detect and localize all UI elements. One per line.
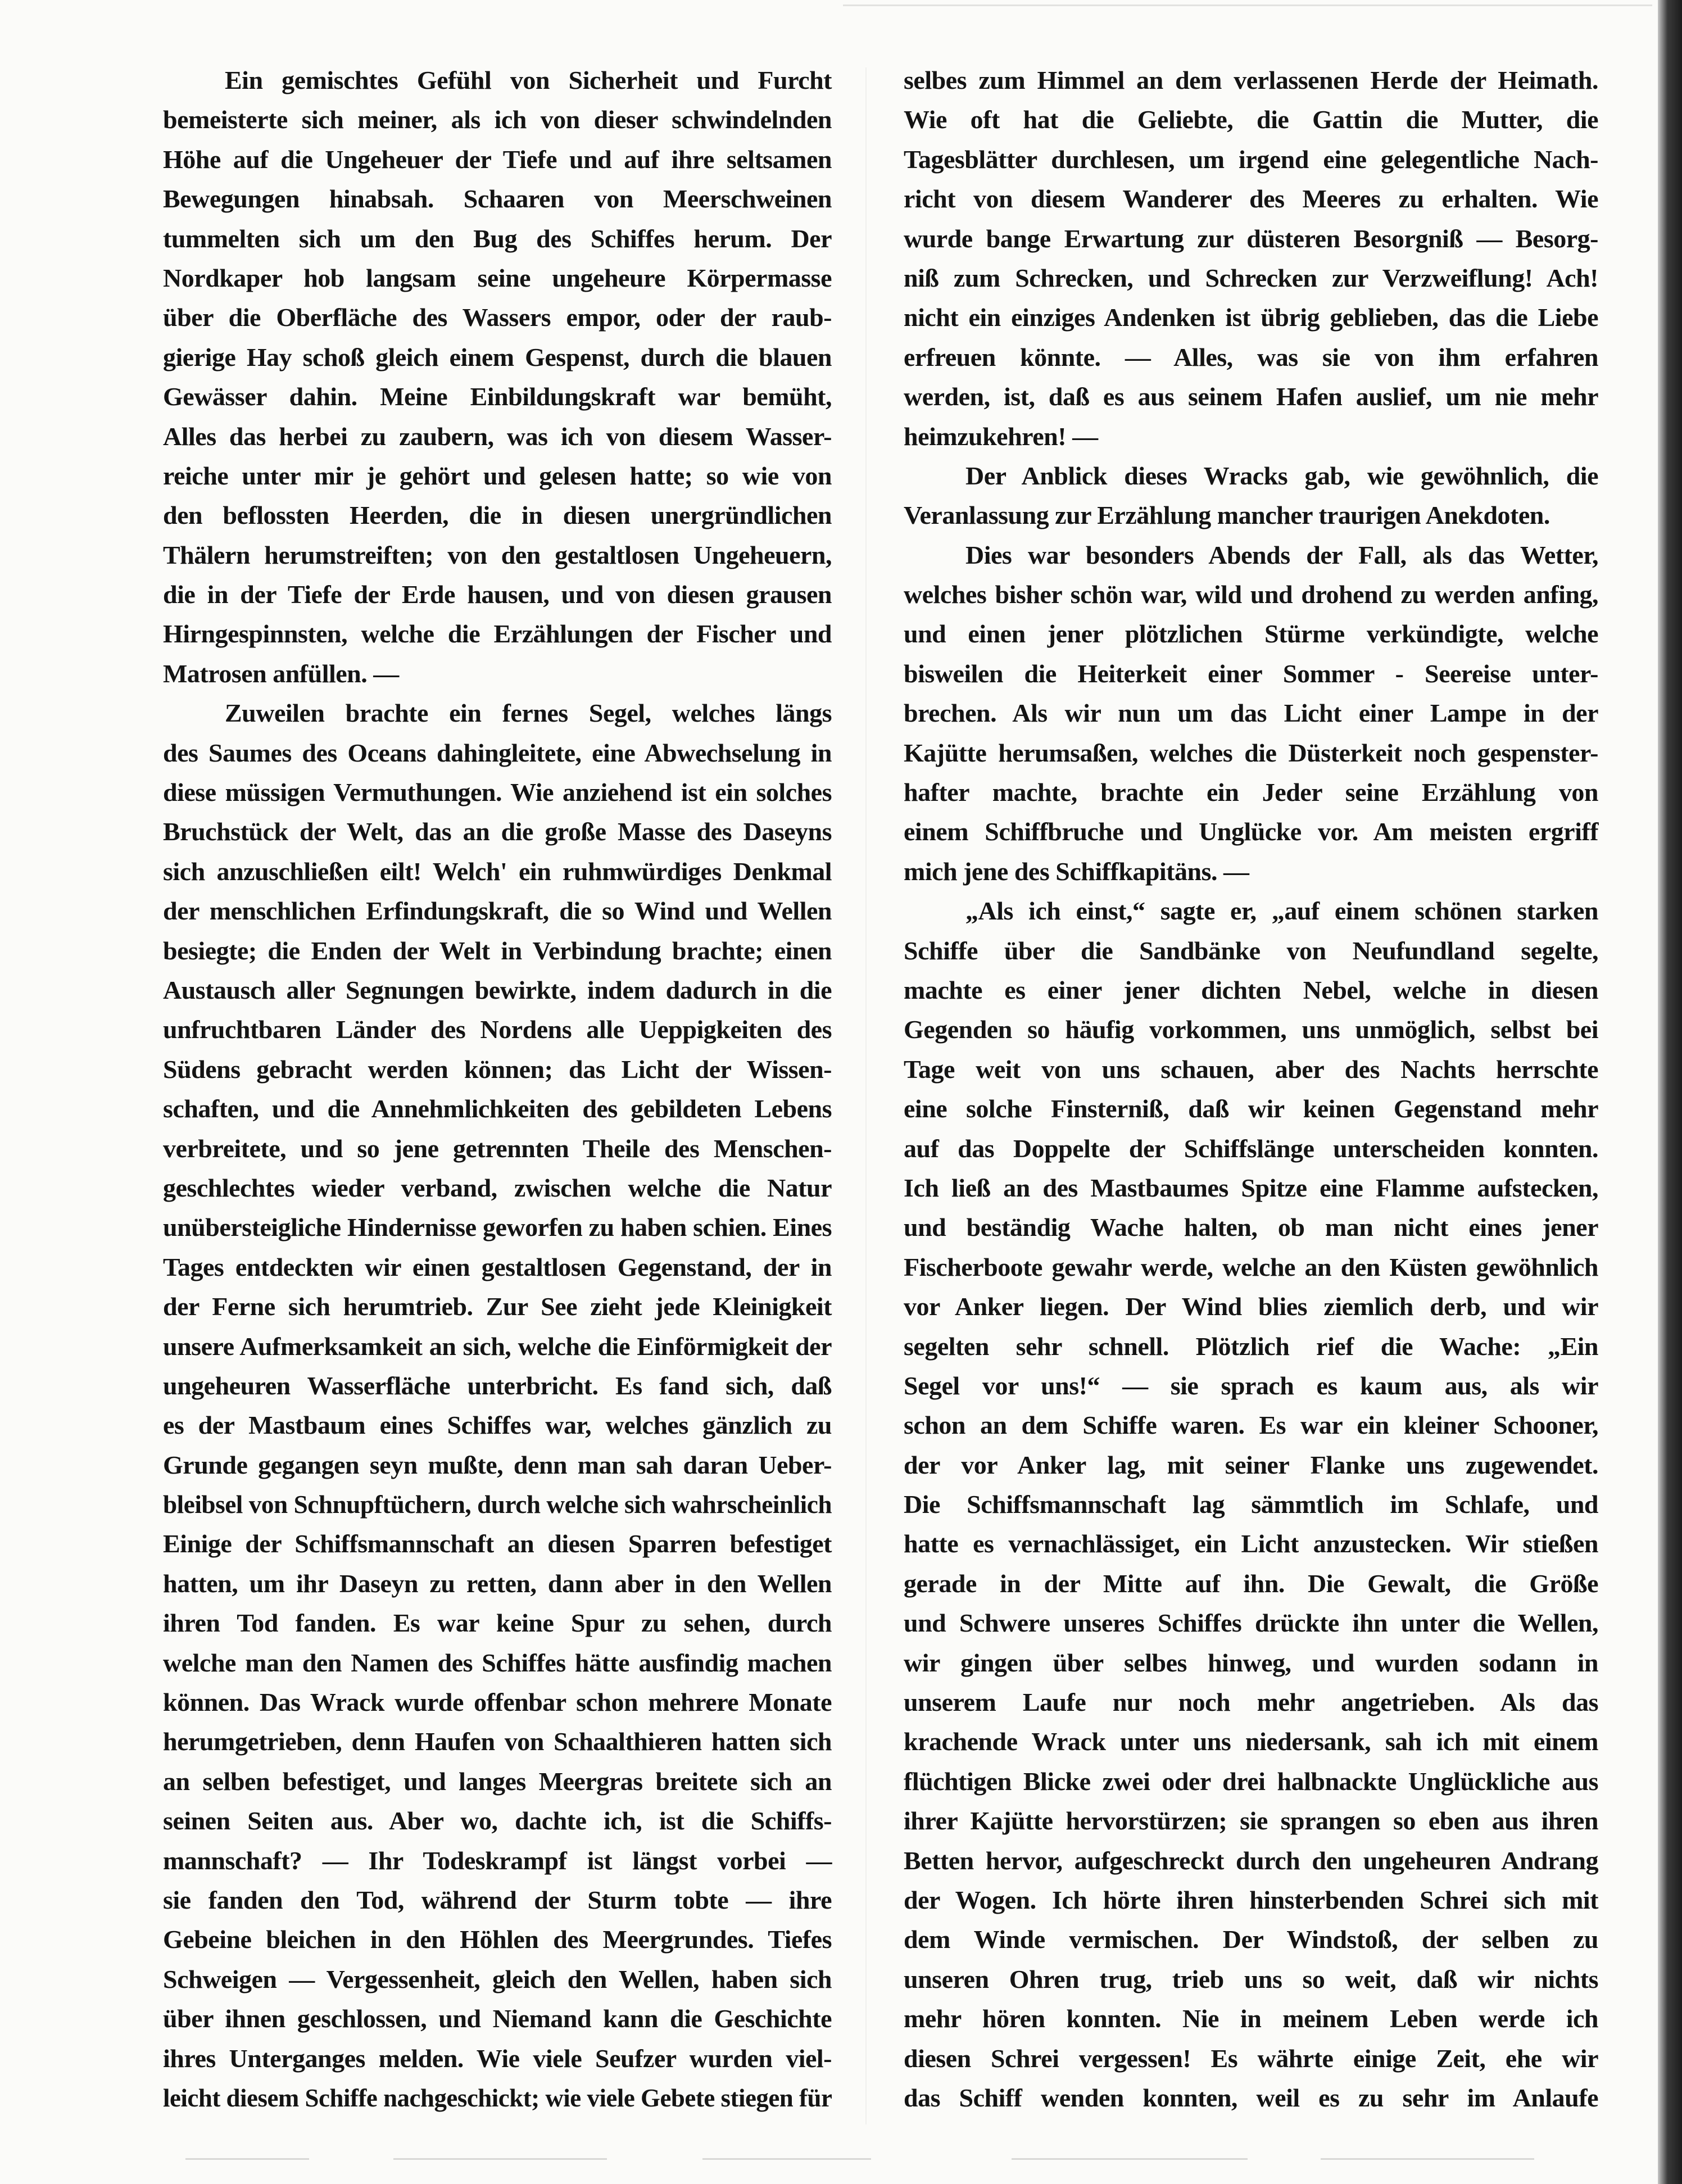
text-line: schaften, und die Annehmlichkeiten des gebildeten Lebens bbox=[163, 1094, 832, 1123]
text-line: das Schiff wenden konnten, weil es zu sehr im Anlaufe bbox=[904, 2083, 1598, 2112]
text-line: Dies war besonders Abends der Fall, als das Wetter, bbox=[965, 540, 1598, 569]
text-line: sie fanden den Tod, während der Sturm tobte — ihre bbox=[163, 1885, 832, 1914]
text-line: Gebeine bleichen in den Höhlen des Meergrundes. Tiefes bbox=[163, 1925, 832, 1954]
text-line: Südens gebracht werden können; das Licht der Wissen- bbox=[163, 1054, 832, 1084]
text-line: seinen Seiten aus. Aber wo, dachte ich, ist die Schiffs- bbox=[163, 1806, 832, 1836]
text-line: und Schwere unseres Schiffes drückte ihn unter die Wellen, bbox=[904, 1608, 1598, 1638]
text-line: Nordkaper hob langsam seine ungeheure Körpermasse bbox=[163, 263, 832, 292]
text-line: nicht ein einziges Andenken ist übrig geblieben, das die Liebe bbox=[904, 303, 1598, 332]
text-line: Hirngespinnsten, welche die Erzählungen der Fischer und bbox=[163, 619, 832, 649]
text-line: über ihnen geschlossen, und Niemand kann die Geschichte bbox=[163, 2004, 832, 2033]
text-line: und einen jener plötzlichen Stürme verkündigte, welche bbox=[904, 619, 1598, 649]
text-line: die in der Tiefe der Erde hausen, und von diesen grausen bbox=[163, 580, 832, 609]
text-line: unsere Aufmerksamkeit an sich, welche die Einförmigkeit der bbox=[163, 1331, 832, 1361]
text-line: ihren Tod fanden. Es war keine Spur zu sehen, durch bbox=[163, 1608, 832, 1638]
text-line: werden, ist, daß es aus seinem Hafen auslief, um nie mehr bbox=[904, 382, 1598, 411]
text-line: der Ferne sich herumtrieb. Zur See zieht jede Kleinigkeit bbox=[163, 1292, 832, 1321]
text-line: Schweigen — Vergessenheit, gleich den Wellen, haben sich bbox=[163, 1964, 832, 1993]
text-line: schon an dem Schiffe waren. Es war ein kleiner Schooner, bbox=[904, 1411, 1598, 1440]
text-line: reiche unter mir je gehört und gelesen hatte; so wie von bbox=[163, 461, 832, 490]
text-line: der Wogen. Ich hörte ihren hinsterbenden Schrei sich mit bbox=[904, 1885, 1598, 1914]
text-line: unfruchtbaren Länder des Nordens alle Ueppigkeiten des bbox=[163, 1015, 832, 1044]
text-line: welches bisher schön war, wild und drohend zu werden anfing, bbox=[904, 580, 1598, 609]
text-line: diese müssigen Vermuthungen. Wie anziehend ist ein solches bbox=[163, 778, 832, 807]
text-line: Wie oft hat die Geliebte, die Gattin die Mutter, die bbox=[904, 105, 1598, 134]
text-line: mich jene des Schiffkapitäns. — bbox=[904, 857, 1249, 886]
text-column-left bbox=[163, 61, 832, 2118]
text-line: Grunde gegangen seyn mußte, denn man sah daran Ueber- bbox=[163, 1450, 832, 1479]
text-line: Schiffe über die Sandbänke von Neufundland segelte, bbox=[904, 936, 1598, 965]
scan-top-edge bbox=[843, 4, 1652, 6]
text-line: Tagesblätter durchlesen, um irgend eine gelegentliche Nach- bbox=[904, 144, 1598, 174]
text-line: Gewässer dahin. Meine Einbildungskraft war bemüht, bbox=[163, 382, 832, 411]
text-line: segelten sehr schnell. Plötzlich rief die Wache: „Ein bbox=[904, 1331, 1598, 1361]
text-line: Betten hervor, aufgeschreckt durch den ungeheuren Andrang bbox=[904, 1846, 1598, 1875]
text-line: niß zum Schrecken, und Schrecken zur Verzweiflung! Ach! bbox=[904, 263, 1598, 292]
text-line: leicht diesem Schiffe nachgeschickt; wie viele Gebete stiegen für bbox=[163, 2083, 832, 2112]
text-line: hatte es vernachlässiget, ein Licht anzustecken. Wir stießen bbox=[904, 1529, 1598, 1558]
text-line: unserem Laufe nur noch mehr angetrieben. Als das bbox=[904, 1688, 1598, 1717]
text-line: wurde bange Erwartung zur düsteren Besorgniß — Besorg- bbox=[904, 224, 1598, 253]
text-line: bemeisterte sich meiner, als ich von dieser schwindelnden bbox=[163, 105, 832, 134]
text-line: mehr hören konnten. Nie in meinem Leben werde ich bbox=[904, 2004, 1598, 2033]
text-line: eine solche Finsterniß, daß wir keinen Gegenstand mehr bbox=[904, 1094, 1598, 1123]
text-line: hatten, um ihr Daseyn zu retten, dann aber in den Wellen bbox=[163, 1569, 832, 1598]
text-line: der vor Anker lag, mit seiner Flanke uns zugewendet. bbox=[904, 1450, 1598, 1479]
text-line: Kajütte herumsaßen, welches die Düsterkeit noch gespenster- bbox=[904, 738, 1598, 767]
text-line: und beständig Wache halten, ob man nicht eines jener bbox=[904, 1213, 1598, 1242]
text-line: erfreuen könnte. — Alles, was sie von ihm erfahren bbox=[904, 342, 1598, 371]
text-line: Höhe auf die Ungeheuer der Tiefe und auf ihre seltsamen bbox=[163, 144, 832, 174]
text-line: welche man den Namen des Schiffes hätte ausfindig machen bbox=[163, 1648, 832, 1677]
text-line: richt von diesem Wanderer des Meeres zu erhalten. Wie bbox=[904, 184, 1598, 214]
scan-bottom-mark bbox=[1321, 2158, 1534, 2160]
text-line: verbreitete, und so jene getrennten Theile des Menschen- bbox=[163, 1134, 832, 1163]
text-line: Gegenden so häufig vorkommen, uns unmöglich, selbst bei bbox=[904, 1015, 1598, 1044]
text-line: bleibsel von Schnupftüchern, durch welche sich wahrscheinlich bbox=[163, 1490, 832, 1519]
text-line: Einige der Schiffsmannschaft an diesen Sparren befestiget bbox=[163, 1529, 832, 1558]
column-gutter bbox=[865, 67, 867, 2124]
text-line: auf das Doppelte der Schiffslänge unterscheiden konnten. bbox=[904, 1134, 1598, 1163]
text-line: Segel vor uns!“ — sie sprach es kaum aus, als wir bbox=[904, 1371, 1598, 1400]
text-line: Thälern herumstreiften; von den gestaltlosen Ungeheuern, bbox=[163, 540, 832, 569]
text-line: unübersteigliche Hindernisse geworfen zu haben schien. Eines bbox=[163, 1213, 832, 1242]
text-line: herumgetrieben, denn Haufen von Schaalthieren hatten sich bbox=[163, 1727, 832, 1756]
scan-bottom-mark bbox=[393, 2158, 607, 2160]
text-line: „Als ich einst,“ sagte er, „auf einem schönen starken bbox=[965, 896, 1598, 926]
text-line: können. Das Wrack wurde offenbar schon mehrere Monate bbox=[163, 1688, 832, 1717]
text-line: dem Winde vermischen. Der Windstoß, der selben zu bbox=[904, 1925, 1598, 1954]
scan-bottom-mark bbox=[702, 2158, 871, 2160]
text-line: Tage weit von uns schauen, aber des Nachts herrschte bbox=[904, 1054, 1598, 1084]
text-line: krachende Wrack unter uns niedersank, sah ich mit einem bbox=[904, 1727, 1598, 1756]
text-line: des Saumes des Oceans dahingleitete, eine Abwechselung in bbox=[163, 738, 832, 767]
text-line: unseren Ohren trug, trieb uns so weit, daß wir nichts bbox=[904, 1964, 1598, 1993]
text-line: einem Schiffbruche und Unglücke vor. Am meisten ergriff bbox=[904, 817, 1598, 846]
text-line: Austausch aller Segnungen bewirkte, indem dadurch in die bbox=[163, 975, 832, 1004]
text-line: Veranlassung zur Erzählung mancher traurigen Anekdoten. bbox=[904, 501, 1550, 530]
scan-page-edge bbox=[1658, 0, 1682, 2184]
text-line: gerade in der Mitte auf ihn. Die Gewalt, die Größe bbox=[904, 1569, 1598, 1598]
text-line: flüchtigen Blicke zwei oder drei halbnackte Unglückliche aus bbox=[904, 1766, 1598, 1796]
text-line: selbes zum Himmel an dem verlassenen Herde der Heimath. bbox=[904, 66, 1598, 94]
text-line: Bruchstück der Welt, das an die große Masse des Daseyns bbox=[163, 817, 832, 846]
text-line: über die Oberfläche des Wassers empor, oder der raub- bbox=[163, 303, 832, 332]
text-line: Matrosen anfüllen. — bbox=[163, 659, 399, 688]
text-line: Ein gemischtes Gefühl von Sicherheit und Furcht bbox=[225, 66, 832, 94]
text-line: diesen Schrei vergessen! Es währte einige Zeit, ehe wir bbox=[904, 2043, 1598, 2073]
text-line: den beflossten Heerden, die in diesen unergründlichen bbox=[163, 501, 832, 530]
text-line: Die Schiffsmannschaft lag sämmtlich im Schlafe, und bbox=[904, 1490, 1598, 1519]
text-line: ihrer Kajütte hervorstürzen; sie sprangen so eben aus ihren bbox=[904, 1806, 1598, 1836]
scan-bottom-mark bbox=[185, 2158, 309, 2160]
text-line: an selben befestiget, und langes Meergras breitete sich an bbox=[163, 1766, 832, 1796]
text-line: gierige Hay schoß gleich einem Gespenst, durch die blauen bbox=[163, 342, 832, 371]
text-line: Bewegungen hinabsah. Schaaren von Meerschweinen bbox=[163, 184, 832, 214]
text-line: wir gingen über selbes hinweg, und wurden sodann in bbox=[904, 1648, 1598, 1677]
text-column-right bbox=[904, 61, 1598, 2118]
text-line: Tages entdeckten wir einen gestaltlosen Gegenstand, der in bbox=[163, 1252, 832, 1281]
text-line: besiegte; die Enden der Welt in Verbindung brachte; einen bbox=[163, 936, 832, 965]
text-line: es der Mastbaum eines Schiffes war, welches gänzlich zu bbox=[163, 1411, 832, 1440]
text-line: machte es einer jener dichten Nebel, welche in diesen bbox=[904, 975, 1598, 1004]
text-line: brechen. Als wir nun um das Licht einer Lampe in der bbox=[904, 699, 1598, 728]
text-line: ihres Unterganges melden. Wie viele Seufzer wurden viel- bbox=[163, 2043, 832, 2073]
text-line: mannschaft? — Ihr Todeskrampf ist längst vorbei — bbox=[163, 1846, 832, 1875]
text-line: ungeheuren Wasserfläche unterbricht. Es fand sich, daß bbox=[163, 1371, 832, 1400]
text-line: Der Anblick dieses Wracks gab, wie gewöhnlich, die bbox=[965, 461, 1598, 490]
text-line: tummelten sich um den Bug des Schiffes herum. Der bbox=[163, 224, 832, 253]
scan-bottom-mark bbox=[1012, 2158, 1248, 2160]
text-line: vor Anker liegen. Der Wind blies ziemlich derb, und wir bbox=[904, 1292, 1598, 1321]
text-line: heimzukehren! — bbox=[904, 422, 1098, 451]
text-line: Zuweilen brachte ein fernes Segel, welches längs bbox=[225, 699, 832, 728]
text-line: Ich ließ an des Mastbaumes Spitze eine Flamme aufstecken, bbox=[904, 1173, 1598, 1202]
text-line: geschlechtes wieder verband, zwischen welche die Natur bbox=[163, 1173, 832, 1202]
text-line: Alles das herbei zu zaubern, was ich von diesem Wasser- bbox=[163, 422, 832, 451]
text-line: Fischerboote gewahr werde, welche an den Küsten gewöhnlich bbox=[904, 1252, 1598, 1281]
text-line: der menschlichen Erfindungskraft, die so Wind und Wellen bbox=[163, 896, 832, 926]
text-line: hafter machte, brachte ein Jeder seine Erzählung von bbox=[904, 778, 1598, 807]
text-line: bisweilen die Heiterkeit einer Sommer - Seereise unter- bbox=[904, 659, 1598, 688]
text-line: sich anzuschließen eilt! Welch' ein ruhmwürdiges Denkmal bbox=[163, 857, 832, 886]
